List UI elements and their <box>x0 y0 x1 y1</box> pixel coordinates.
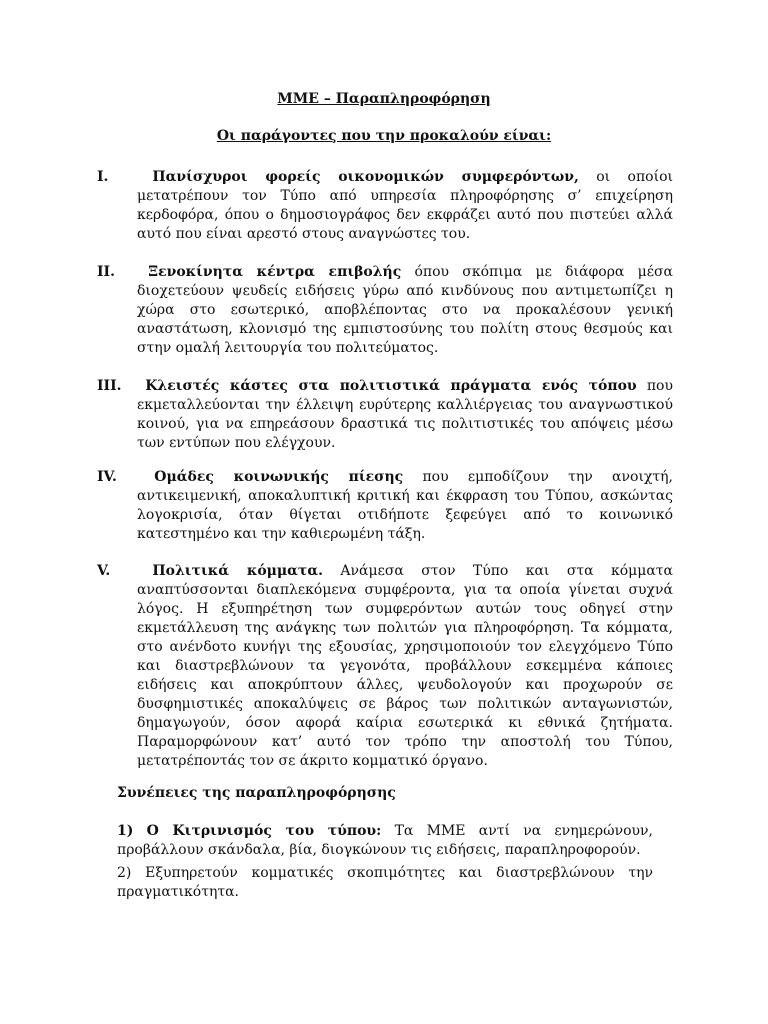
item-text: όπου σκόπιμα με διάφορα μέσα διοχετεύουν ψευδείς ειδήσεις γύρω από κινδύνους που αντιμετωπίζει η χώρα στο εσωτερικό, αποβλέποντας στο να προκαλέσουν γενική αναστάτωση, κλονισμό της εμπιστοσύνης του πολίτη στους θεσμούς και στην ομαλή λειτουργία του πολιτεύματος. <box>137 264 673 356</box>
item-number: III. <box>97 378 122 394</box>
page-subtitle: Οι παράγοντες που την προκαλούν είναι: <box>216 128 552 144</box>
consequence-heading: Ο Κιτρινισμός του τύπου: <box>146 823 382 839</box>
item-number: II. <box>97 264 115 280</box>
item-number: V. <box>97 563 111 579</box>
item-text: που εκμεταλλεύονται την έλλειψη ευρύτερης καλλιέργειας του αναγνωστικού κοινού, για να επηρεάσουν δραστικά τις πολιτιστικές του απόψεις μέσω των εντύπων που ελέγχουν. <box>137 378 673 451</box>
item-heading: Ξενοκίνητα κέντρα επιβολής <box>148 264 402 280</box>
consequence-number: 2) <box>117 865 132 881</box>
consequence-2 <box>117 864 653 902</box>
item-heading: Πολιτικά κόμματα. <box>152 563 323 579</box>
list-item-5 <box>97 562 673 771</box>
item-text: Ανάμεσα στον Τύπο και στα κόμματα αναπτύσσονται διαπλεκόμενα συμφέροντα, για τα οποία γίνεται συχνά λόγος. Η εξυπηρέτηση των συμφερόντων αυτών τους οδηγεί στην εκμετάλλευση της ανάγκης των πολιτών για πληροφόρηση. Τα κόμματα, στο ανένδοτο κυνήγι της εξουσίας, χρησιμοποιούν τον ελεγχόμενο Τύπο και διαστρεβλώνουν τα γεγονότα, προβάλλουν εσκεμμένα κάποιες ειδήσεις και αποκρύπτουν άλλες, ψευδολογούν και προχωρούν σε δυσφημιστικές αποκαλύψεις σε βάρος των πολιτικών ανταγωνιστών, δημαγωγούν, όσον αφορά καίρια εσωτερικά κι εθνικά ζητήματα. Παραμορφώνουν κατ’ αυτό τον τρόπο την αποστολή του Τύπου, μετατρέποντάς τον σε άκριτο κομματικό όργανο. <box>137 563 673 769</box>
consequence-text: Εξυπηρετούν κομματικές σκοπιμότητες και διαστρεβλώνουν την πραγματικότητα. <box>117 865 654 900</box>
item-heading: Πανίσχυροι φορείς οικονομικών συμφερόντων, <box>152 169 579 185</box>
item-text: οι οποίοι μετατρέπουν τον Τύπο από υπηρεσία πληροφόρησης σ’ επιχείρηση κερδοφόρα, όπου ο δημοσιογράφος δεν εκφράζει αυτό που πιστεύει αλλά αυτό που είναι αρεστό στους αναγνώστες του. <box>137 169 673 242</box>
list-item-2 <box>97 263 673 358</box>
list-item-4 <box>97 468 674 544</box>
consequence-1 <box>117 822 653 860</box>
list-item-3 <box>97 377 673 453</box>
consequence-text: Τα ΜΜΕ αντί να ενημερώνουν, προβάλλουν σκάνδαλα, βία, διογκώνουν τις ειδήσεις, παραπληροφορούν. <box>117 823 653 858</box>
section-heading: Συνέπειες της παραπληροφόρησης <box>117 785 396 801</box>
page-title: ΜΜΕ – Παραπληροφόρηση <box>277 91 491 107</box>
list-item-1 <box>97 168 673 244</box>
item-text: που εμποδίζουν την ανοιχτή, αντικειμενική, αποκαλυπτική κριτική και έκφραση του Τύπου, ασκώντας λογοκρισία, όταν θίγεται οτιδήποτε ξεφεύγει από το κοινωνικό κατεστημένο και την καθιερωμένη τάξη. <box>137 469 674 542</box>
item-heading: Κλειστές κάστες στα πολιτιστικά πράγματα ενός τόπου <box>145 378 637 394</box>
item-number: IV. <box>97 469 117 485</box>
consequence-number: 1) <box>117 823 134 839</box>
item-number: I. <box>97 169 109 185</box>
item-heading: Ομάδες κοινωνικής πίεσης <box>154 469 404 485</box>
